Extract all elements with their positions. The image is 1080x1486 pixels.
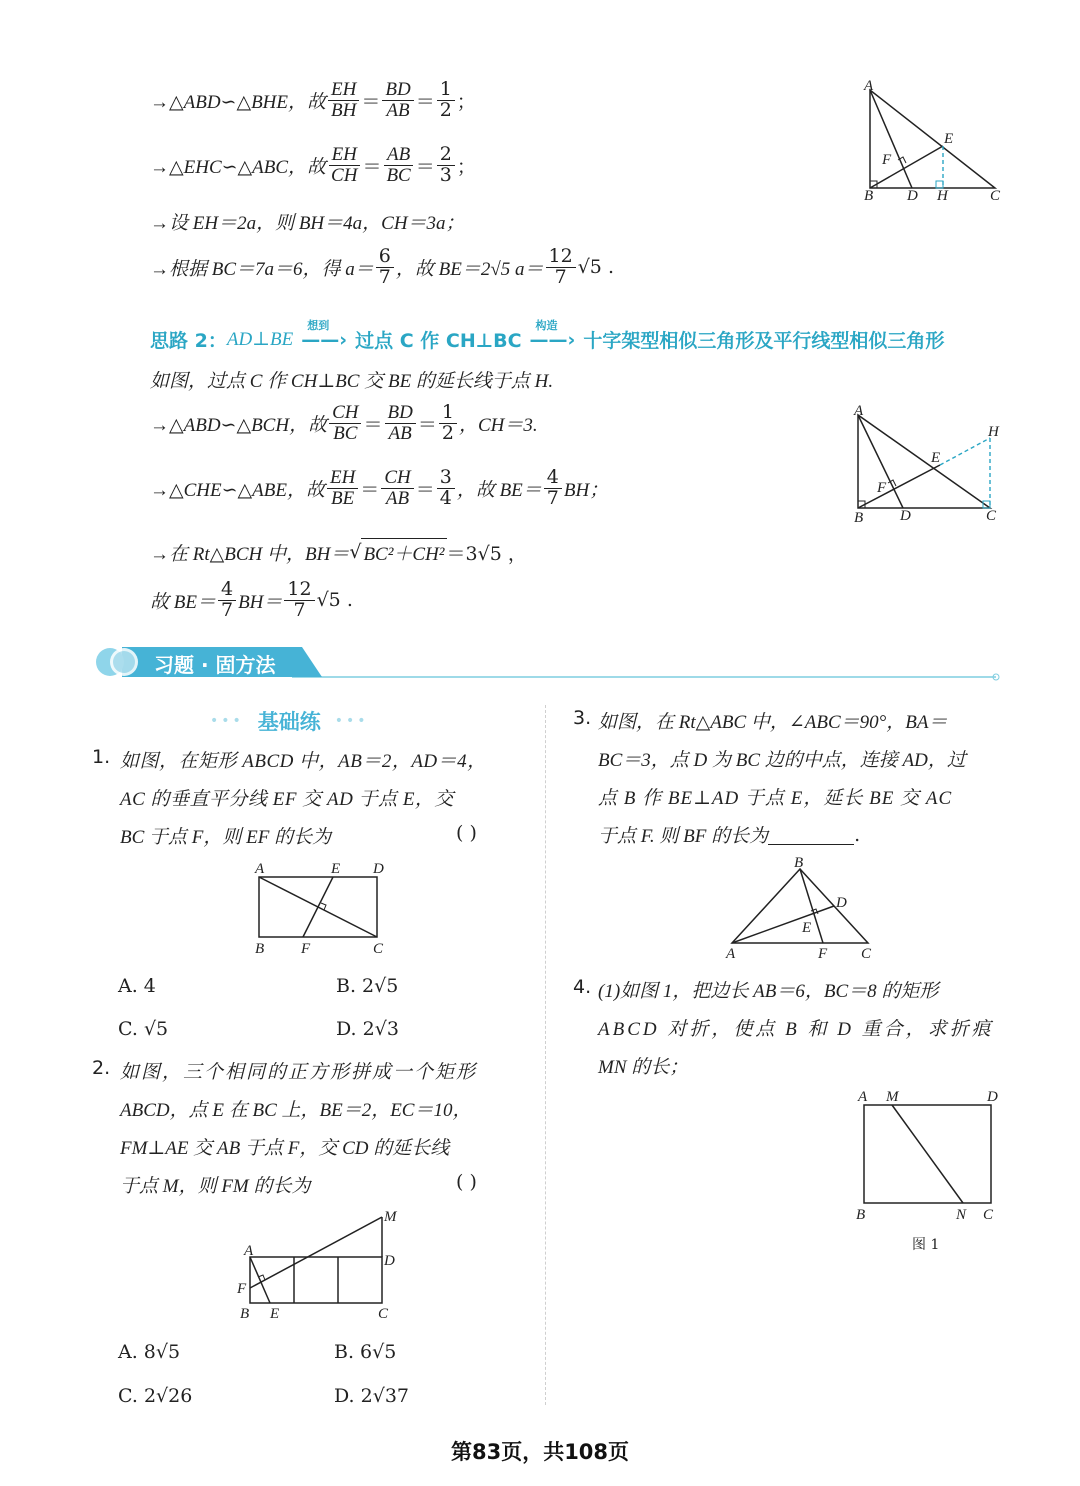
label: C bbox=[983, 1207, 994, 1223]
q3-figure bbox=[718, 855, 883, 965]
q4-line2: ABCD 对折，使点 B 和 D 重合，求折痕 bbox=[598, 1019, 994, 1040]
label: F bbox=[818, 946, 828, 962]
text: 故 BE＝ bbox=[150, 591, 216, 613]
fraction: $\frac{1}{2}$ bbox=[439, 403, 457, 444]
label: C bbox=[373, 941, 384, 957]
q3-line3: 点 B 作 BE⊥AD 于点 E，延长 BE 交 AC bbox=[598, 788, 953, 809]
text: 于点 F. 则 BF 的长为 bbox=[598, 826, 769, 847]
idea2-line bbox=[150, 318, 945, 353]
figure-triangle-1 bbox=[855, 78, 1015, 203]
text: √5 . bbox=[316, 589, 353, 612]
q2-number: 2. bbox=[92, 1057, 111, 1079]
label: B bbox=[255, 941, 265, 957]
fraction: $\frac{12}{7}$ bbox=[546, 247, 576, 288]
solution2-line3 bbox=[150, 538, 527, 566]
arrow-icon: 构造 ——› bbox=[529, 318, 576, 351]
fraction: $\frac{3}{4}$ bbox=[437, 468, 455, 509]
label: E bbox=[331, 861, 341, 877]
q3-line1: 如图，在 Rt△ABC 中，∠ABC＝90°，BA＝ bbox=[598, 712, 948, 733]
page-footer: 第83页，共108页 bbox=[450, 1440, 630, 1464]
text: . bbox=[854, 823, 861, 846]
q1-figure bbox=[245, 855, 400, 960]
label: D bbox=[900, 508, 911, 524]
solution1-line1: →△ABD∽△BHE，故 $\frac{EH}{BH}$ ＝ $\frac{BD}{AB}$ ＝ $\frac{1}{2}$ ； bbox=[150, 78, 476, 121]
q4-line1: (1)如图 1，把边长 AB＝6，BC＝8 的矩形 bbox=[598, 981, 939, 1002]
answer-blank[interactable] bbox=[768, 824, 854, 845]
text: ，故 BE＝2√5 a＝ bbox=[395, 258, 544, 280]
q2-figure bbox=[232, 1205, 412, 1325]
label: E bbox=[944, 131, 954, 147]
label: C bbox=[990, 188, 1001, 203]
text: ，故 BE＝ bbox=[456, 479, 542, 501]
q3-number: 3. bbox=[573, 707, 592, 729]
label: F bbox=[877, 480, 887, 496]
label: F bbox=[301, 941, 311, 957]
text: →△CHE∽△ABE，故 bbox=[150, 479, 325, 501]
q1-line1: 如图，在矩形 ABCD 中，AB＝2，AD＝4， bbox=[120, 751, 487, 772]
q2-option-c[interactable]: C. 2√26 bbox=[118, 1385, 193, 1407]
fraction: $\frac{12}{7}$ bbox=[284, 580, 314, 621]
label: B bbox=[240, 1306, 250, 1322]
text: →△ABD∽△BCH，故 bbox=[150, 414, 328, 436]
text: ，CH＝3. bbox=[458, 414, 538, 436]
sqrt-sign: √ bbox=[349, 541, 362, 563]
column-divider bbox=[545, 705, 546, 1405]
q4-number: 4. bbox=[573, 976, 592, 998]
q1-number: 1. bbox=[92, 746, 111, 768]
q2-option-a[interactable]: A. 8√5 bbox=[118, 1341, 181, 1363]
fraction: $\frac{EH}{CH}$ bbox=[328, 145, 360, 186]
q1-option-c[interactable]: C. √5 bbox=[118, 1018, 169, 1040]
label: B bbox=[864, 188, 874, 203]
q1-option-b[interactable]: B. 2√5 bbox=[336, 975, 399, 997]
label: A bbox=[864, 78, 874, 94]
fraction: $\frac{EH}{BH}$ bbox=[328, 80, 359, 121]
solution1-line2: →△EHC∽△ABC，故 $\frac{EH}{CH}$ ＝ $\frac{AB}{BC}$ ＝ $\frac{2}{3}$ ； bbox=[150, 143, 476, 186]
fraction: $\frac{2}{3}$ bbox=[437, 145, 455, 186]
label: D bbox=[907, 188, 918, 203]
q2-line3: FM⊥AE 交 AB 于点 F，交 CD 的延长线 bbox=[120, 1138, 450, 1159]
label: D bbox=[384, 1253, 395, 1269]
label: A bbox=[255, 861, 265, 877]
q3-line2: BC＝3，点 D 为 BC 边的中点，连接 AD，过 bbox=[598, 750, 966, 771]
label: C bbox=[986, 508, 997, 524]
idea2-condition: AD⊥BE bbox=[226, 329, 294, 350]
fraction: $\frac{AB}{BC}$ bbox=[383, 145, 413, 186]
q4-figure-caption: 图 1 bbox=[912, 1237, 940, 1253]
text: ； bbox=[456, 155, 476, 178]
fraction: $\frac{CH}{BC}$ bbox=[329, 403, 361, 444]
label: F bbox=[237, 1281, 247, 1297]
q2-line1: 如图，三个相同的正方形拼成一个矩形 bbox=[120, 1062, 478, 1083]
text: √5 . bbox=[577, 256, 614, 279]
dots-decoration: ••• bbox=[334, 713, 369, 729]
text: ； bbox=[456, 90, 476, 113]
q2-answer-paren[interactable]: ( ) bbox=[456, 1171, 477, 1193]
label: E bbox=[802, 920, 812, 936]
q1-line3: BC 于点 F，则 EF 的长为 bbox=[120, 827, 332, 848]
label: A bbox=[854, 403, 864, 419]
subsection-heading bbox=[210, 706, 369, 736]
q2-line2: ABCD，点 E 在 BC 上，BE＝2，EC＝10， bbox=[120, 1100, 472, 1121]
solution2-line2: →△CHE∽△ABE，故 $\frac{EH}{BE}$ ＝ $\frac{CH}{AB}$ ＝ $\frac{3}{4}$ ，故 BE＝ $\frac{4}{7}$ BH； bbox=[150, 466, 609, 509]
fraction: $\frac{4}{7}$ bbox=[544, 468, 562, 509]
q4-line3: MN 的长； bbox=[598, 1057, 689, 1078]
label: E bbox=[270, 1306, 280, 1322]
label: C bbox=[378, 1306, 389, 1322]
fraction: $\frac{BD}{AB}$ bbox=[382, 80, 413, 121]
fraction: $\frac{EH}{BE}$ bbox=[327, 468, 358, 509]
q2-option-d[interactable]: D. 2√37 bbox=[334, 1385, 410, 1407]
section-title: 习题 · 固方法 bbox=[154, 653, 276, 677]
q1-line2: AC 的垂直平分线 EF 交 AD 于点 E，交 bbox=[120, 789, 454, 810]
label: F bbox=[882, 152, 892, 168]
fraction: $\frac{6}{7}$ bbox=[376, 247, 394, 288]
label: M bbox=[384, 1209, 397, 1225]
label: N bbox=[956, 1207, 967, 1223]
idea2-result: 十字架型相似三角形及平行线型相似三角形 bbox=[583, 330, 945, 352]
fraction: $\frac{CH}{AB}$ bbox=[381, 468, 413, 509]
solution2-intro: 如图，过点 C 作 CH⊥BC 交 BE 的延长线于点 H. bbox=[150, 371, 554, 392]
label: H bbox=[937, 188, 948, 203]
solution2-line1: →△ABD∽△BCH，故 $\frac{CH}{BC}$ ＝ $\frac{BD}{AB}$ ＝ $\frac{1}{2}$ ，CH＝3. bbox=[150, 401, 538, 444]
solution1-line4 bbox=[150, 247, 614, 288]
label: C bbox=[861, 946, 872, 962]
idea2-step: 过点 C 作 CH⊥BC bbox=[355, 330, 522, 352]
fraction: $\frac{4}{7}$ bbox=[218, 580, 236, 621]
text: →△ABD∽△BHE，故 bbox=[150, 91, 327, 113]
solution1-line3: →设 EH＝2a，则 BH＝4a，CH＝3a； bbox=[150, 213, 465, 234]
section-banner bbox=[92, 645, 1002, 681]
sqrt-content: BC²＋CH² bbox=[361, 538, 446, 566]
label: B bbox=[856, 1207, 866, 1223]
q4-figure bbox=[850, 1085, 1010, 1225]
arrow-icon: 想到 ——› bbox=[301, 318, 348, 351]
label: H bbox=[988, 424, 999, 440]
q2-line4: 于点 M，则 FM 的长为 bbox=[120, 1176, 311, 1197]
label: D bbox=[836, 895, 847, 911]
text: →在 Rt△BCH 中，BH＝ bbox=[150, 543, 350, 565]
label: B bbox=[794, 855, 804, 871]
label: A bbox=[244, 1243, 254, 1259]
q2-option-b[interactable]: B. 6√5 bbox=[334, 1341, 397, 1363]
subsection-title: 基础练 bbox=[257, 710, 321, 734]
q1-option-d[interactable]: D. 2√3 bbox=[336, 1018, 399, 1040]
text: →△EHC∽△ABC，故 bbox=[150, 156, 327, 178]
q3-line4 bbox=[598, 821, 860, 848]
label: M bbox=[886, 1089, 899, 1105]
label: D bbox=[987, 1089, 998, 1105]
q1-answer-paren[interactable]: ( ) bbox=[456, 822, 477, 844]
label: A bbox=[858, 1089, 868, 1105]
fraction: $\frac{BD}{AB}$ bbox=[385, 403, 416, 444]
text: ＝3√5 ， bbox=[446, 542, 527, 565]
idea2-label: 思路 2： bbox=[150, 330, 227, 352]
text: →根据 BC＝7a＝6，得 a＝ bbox=[150, 258, 374, 280]
dots-decoration: ••• bbox=[210, 713, 244, 729]
label: D bbox=[373, 861, 384, 877]
figure-triangle-2 bbox=[848, 400, 1018, 530]
label: A bbox=[726, 946, 736, 962]
label: E bbox=[931, 450, 941, 466]
text: BH； bbox=[563, 479, 609, 501]
q1-option-a[interactable]: A. 4 bbox=[118, 975, 156, 997]
text: BH＝ bbox=[238, 591, 283, 613]
label: B bbox=[854, 510, 864, 526]
fraction: $\frac{1}{2}$ bbox=[437, 80, 455, 121]
solution2-line4 bbox=[150, 580, 353, 621]
